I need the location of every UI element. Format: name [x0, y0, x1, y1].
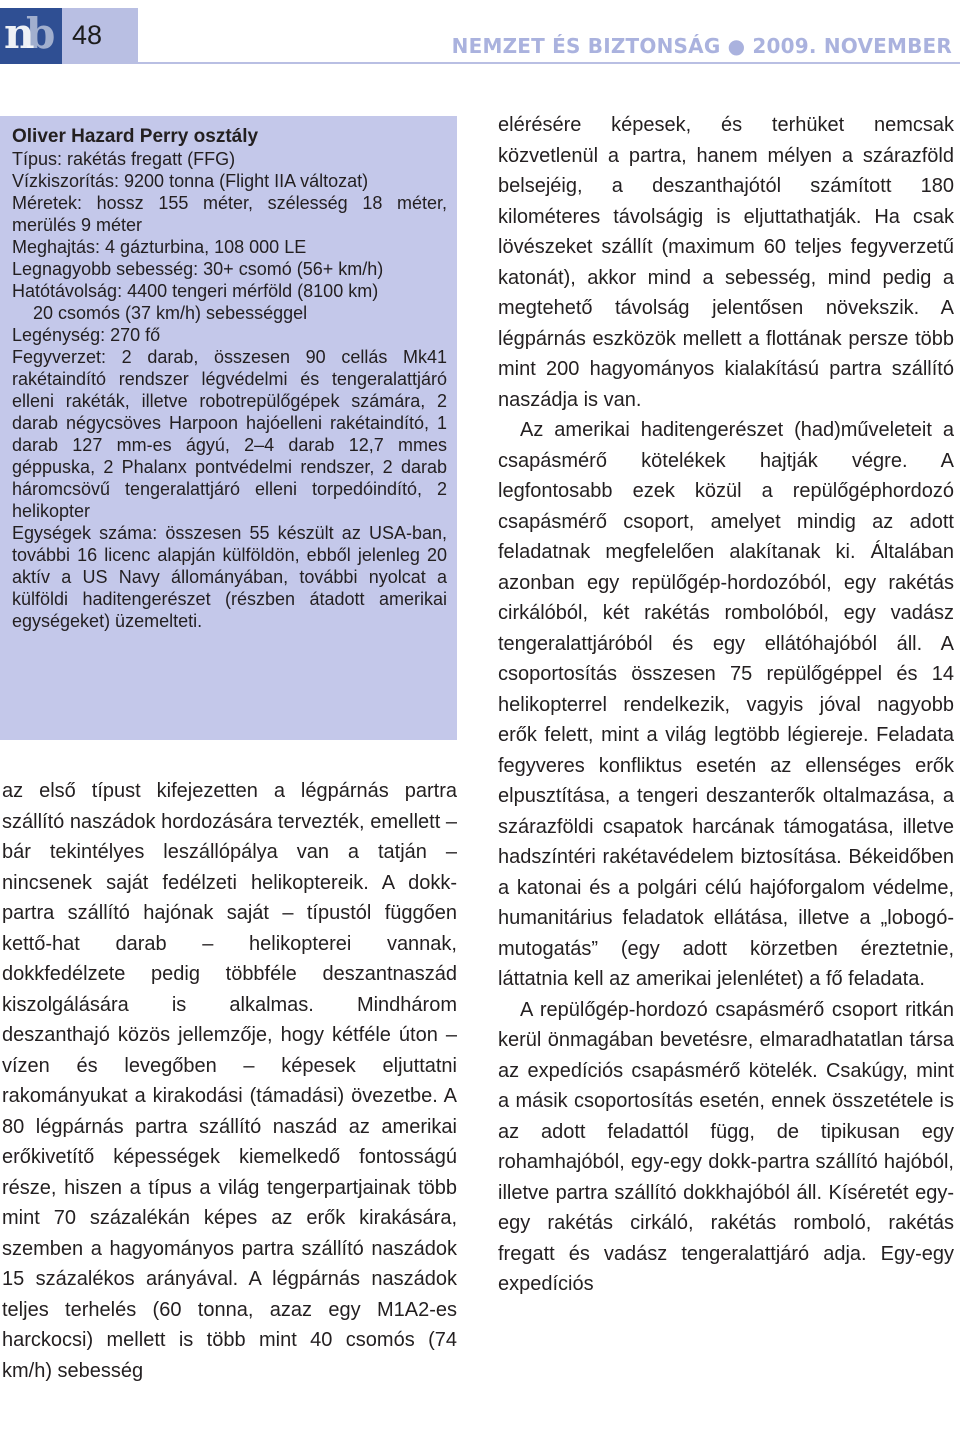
- spec-propulsion: Meghajtás: 4 gázturbina, 108 000 LE: [12, 237, 307, 257]
- spec-crew: Legénység: 270 fő: [12, 325, 161, 345]
- spec-range: Hatótávolság: 4400 tengeri mérföld (8100 km): [12, 281, 379, 301]
- spec-infobox: [0, 116, 457, 740]
- logo-glyph-b: b: [26, 9, 56, 58]
- right-column: [498, 110, 954, 1300]
- right-paragraph-2: Az amerikai haditengerészet (had)műveleteit a csapásmérő kötelékek hajtják végre. A legfontosabb ezek közül a repülőgéphordozó csapásmérő csoport, amelyet mindig az adott feladatnak megfelelően alakítanak ki. Általában azonban egy repülőgép-hordozóból, egy rakétás cirkálóból, két rakétás rombolóból, egy vadász tengeralattjáróból és egy ellátóhajóból áll. A csoportosítás összesen 75 repülőgéppel és 14 helikopterrel rendelkezik, vagyis jóval nagyobb erők felett, mint a világ legtöbb légiereje. Feladata fegyveres konfliktus esetén az ellenséges erők elpusztítása, a tengeri deszanterők oltalmazása, a szárazföldi csapatok harcának támogatása, illetve hadszíntéri rakétavédelem biztosítása. Békeidőben a katonai és a polgári célú hajóforgalom védelme, humanitárius feladatok ellátása, illetve a „lobogó-mutogatás” (egy adott körzetben éreztetnie, láttatnia kell az amerikai jelenlétet) a fő feladata.: [498, 419, 954, 990]
- spec-armament: Fegyverzet: 2 darab, összesen 90 cellás Mk41 rakétaindító rendszer légvédelmi és tengeralattjáró elleni rakéták, illetve robotrepülőgépek számára, 2 darab négycsöves Harpoon hajóelleni rakétaindító, 1 darab 127 mm-es ágyú, 2–4 darab 12,7 mmes géppuska, 2 Phalanx pontvédelmi rendszer, 2 darab háromcsövű tengeralattjáró elleni torpedóindító, 2 helikopter: [12, 347, 447, 521]
- logo-glyph-n: n: [4, 9, 35, 58]
- left-column: [2, 776, 457, 1386]
- spec-units: Egységek száma: összesen 55 készült az USA-ban, további 16 licenc alapján külföldön, ebből jelenleg 20 aktív a US Navy állományában, további nyolcat a külföldi haditengerészet (részben átadott amerikai egységeket) üzemelteti.: [12, 523, 447, 631]
- spec-max-speed: Legnagyobb sebesség: 30+ csomó (56+ km/h): [12, 259, 384, 279]
- journal-logo: [0, 8, 62, 64]
- left-paragraph: az első típust kifejezetten a légpárnás partra szállító naszádok hordozására tervezték, emellett – bár tekintélyes leszállópálya van a tatján – nincsenek saját fedélzeti helikoptereik. A dokk-partra szállító hajónak saját – típustól függően kettő-hat darab – helikopterei vannak, dokkfedélzete pedig többféle deszantnaszád kiszolgálására is alkalmas. Mindhárom deszanthajó közös jellemzője, hogy kétféle úton – vízen és levegőben – képesek eljuttatni rakományukat a kirakodási (támadási) övezetbe. A 80 légpárnás partra szállító naszád az amerikai erőkivetítő képességek kiemelkedő fontosságú része, hiszen a típus a világ tengerpartjainak több mint 70 százalékán képes az erők kirakására, szemben a hagyományos partra szállító naszádok 15 százalékos arányával. A légpárnás naszádok teljes terhelés (60 tonna, azaz egy M1A2-es harckocsi) mellett is több mint 40 csomós (74 km/h) sebesség: [2, 780, 457, 1382]
- page-number: 48: [72, 20, 103, 50]
- spec-dimensions: Méretek: hossz 155 méter, szélesség 18 méter, merülés 9 méter: [12, 193, 447, 235]
- infobox-title: Oliver Hazard Perry osztály: [12, 126, 259, 147]
- header-rule: [138, 62, 960, 64]
- journal-title: NEMZET ÉS BIZTONSÁG ● 2009. NOVEMBER: [451, 34, 952, 58]
- page-number-box: [62, 8, 138, 64]
- spec-displacement: Vízkiszorítás: 9200 tonna (Flight IIA változat): [12, 171, 369, 191]
- right-paragraph-1: elérésére képesek, és terhüket nemcsak közvetlenül a partra, hanem mélyen a szárazföld belsejéig, a deszanthajótól számított 180 kilométeres távolságig is eljuttathatják. Ha csak lövészeket szállít (maximum 60 teljes fegyverzetű katonát), akkor mind a sebesség, mind pedig a megtehető távolság jelentősen növekszik. A légpárnás eszközök mellett a flottának persze több mint 200 hagyományos kialakítású partra szállító naszádja is van.: [498, 114, 954, 411]
- spec-range-speed: 20 csomós (37 km/h) sebességgel: [33, 303, 308, 323]
- right-paragraph-3: A repülőgép-hordozó csapásmérő csoport ritkán kerül önmagában bevetésre, elmaradhatatlan társa az expedíciós csapásmérő kötelék. Csakúgy, mint a másik csoportosítás esetén, ennek összetétele is az adott feladattól függ, de tipikusan egy rohamhajóból, egy-egy dokk-partra szállító hajóból, illetve partra szállító dokkhajóból áll. Kíséretét egy-egy rakétás cirkáló, rakétás romboló, rakétás fregatt és vadász tengeralattjáró adja. Egy-egy expedíciós: [498, 998, 954, 1295]
- spec-type: Típus: rakétás fregatt (FFG): [12, 149, 236, 169]
